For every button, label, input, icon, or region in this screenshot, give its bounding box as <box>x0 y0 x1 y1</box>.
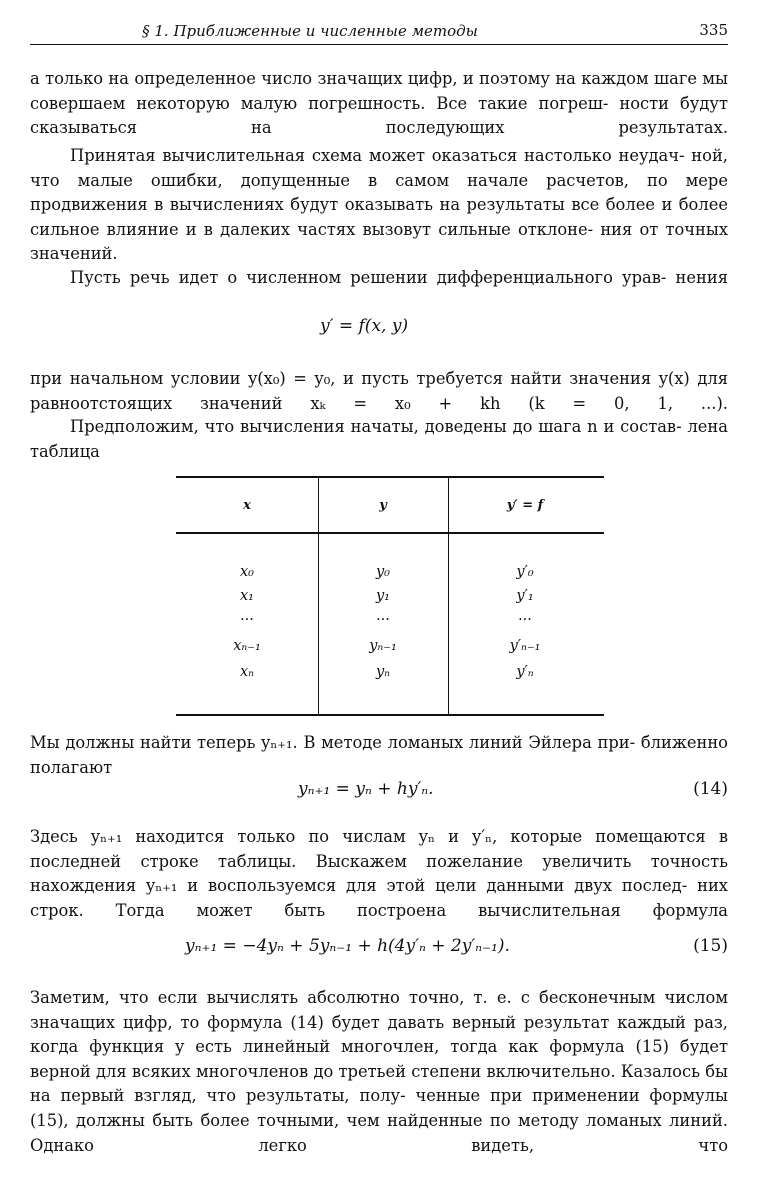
equation-number-15: (15) <box>693 936 728 956</box>
equation-14: yₙ₊₁ = yₙ + hy′ₙ. <box>298 779 434 799</box>
paragraph-6: Мы должны найти теперь yₙ₊₁. В методе ломаных линий Эйлера при- ближенно полагают <box>30 733 728 777</box>
equation-ode: y′ = f(x, y) <box>320 316 409 336</box>
table-header-f: y′ = f <box>506 498 544 513</box>
table-cell: xₙ₋₁ <box>233 638 261 654</box>
table-cell: y′₁ <box>516 588 534 604</box>
table-cell: x₁ <box>240 588 254 604</box>
table-header-y: y <box>379 498 387 513</box>
table-cell: y′ₙ₋₁ <box>509 638 541 654</box>
running-title: § 1. Приближенные и численные методы <box>142 22 478 40</box>
paragraph-2: Принятая вычислительная схема может оказаться настолько неудач- ной, что малые ошибки, допущенные в самом начале расчетов, по мере продвижения в вычислениях будут оказывать на результаты все более и более сильное влияние и в далеких частях вызовут сильные отклоне- ния от точных значений. <box>30 146 729 264</box>
table-header-rule <box>176 532 604 534</box>
table-cell: x₀ <box>240 564 254 580</box>
table-bottom-rule <box>176 714 604 716</box>
table-top-rule <box>176 476 604 478</box>
table-cell: y₁ <box>375 588 390 604</box>
table-cell: ··· <box>240 612 254 628</box>
table-cell: y′₀ <box>516 564 534 580</box>
paragraph-8: Заметим, что если вычислять абсолютно точно, т. е. с бесконечным числом значащих цифр, то формула (14) будет давать верный результат каждый раз, когда функция y есть линейный многочлен, тогда как формула (15) будет верной для всяких многочленов до третьей степени включительно. Казалось бы на первый взгляд, что результаты, полу- ченные при применении формулы (15), должны быть более точными, чем найденные по методу ломаных линий. Однако легко видеть, что <box>30 988 728 1155</box>
table-cell: ··· <box>518 612 532 628</box>
equation-15: yₙ₊₁ = −4yₙ + 5yₙ₋₁ + h(4y′ₙ + 2y′ₙ₋₁). <box>185 936 510 956</box>
paragraph-7: Здесь yₙ₊₁ находится только по числам yₙ и y′ₙ, которые помещаются в последней строке таблицы. Выскажем пожелание увеличить точность нахождения yₙ₊₁ и воспользуемся для этой цели данными двух послед- них строк. Тогда может быть построена вычислительная формула <box>30 827 728 920</box>
equation-number-14: (14) <box>693 779 728 799</box>
values-table <box>176 476 604 716</box>
paragraph-3: Пусть речь идет о численном решении дифференциального урав- нения <box>70 268 728 287</box>
table-cell: yₙ₋₁ <box>369 638 397 654</box>
table-cell: yₙ <box>375 664 391 680</box>
table-cell: y′ₙ <box>516 664 534 680</box>
table-cell: y₀ <box>375 564 390 580</box>
paragraph-1: а только на определенное число значащих цифр, и поэтому на каждом шаге мы совершаем некоторую малую погрешность. Все такие погреш- ности будут сказываться на последующих результатах. <box>30 69 728 138</box>
page-header <box>30 16 728 45</box>
table-cell: ··· <box>376 612 390 628</box>
table-cell: xₙ <box>239 664 255 680</box>
page-number: 335 <box>699 21 728 39</box>
paragraph-4: при начальном условии y(x₀) = y₀, и пусть требуется найти значения y(x) для равноотстоящих значений xₖ = x₀ + kh (k = 0, 1, ...). <box>30 369 728 413</box>
paragraph-5: Предположим, что вычисления начаты, доведены до шага n и состав- лена таблица <box>30 417 728 461</box>
table-header-x: x <box>243 498 251 513</box>
table-column-divider <box>448 476 449 716</box>
book-page <box>30 0 728 1200</box>
table-column-divider <box>318 476 319 716</box>
